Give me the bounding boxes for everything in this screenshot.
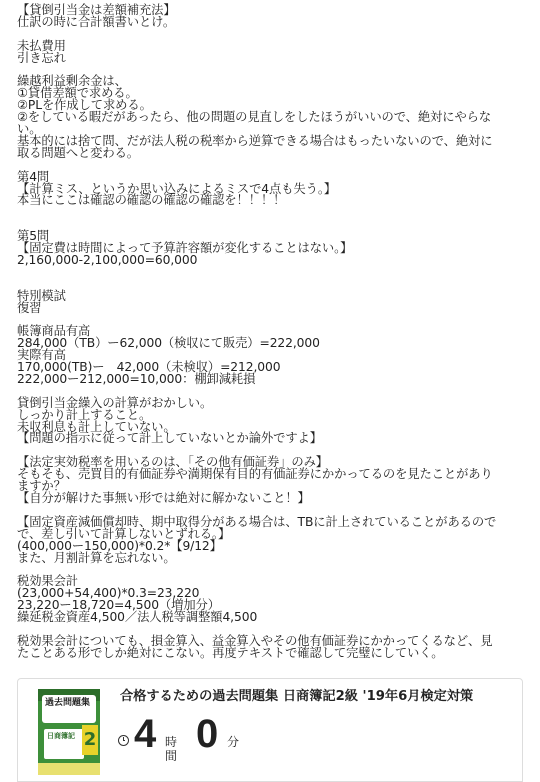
note-line: 【固定資産減価償却時、期中取得分がある場合は、TBに計上されていることがあるので bbox=[17, 514, 497, 529]
study-minutes-unit: 分 bbox=[227, 735, 240, 749]
note-line: 繰越利益剰余金は、 bbox=[17, 74, 127, 89]
blank-line bbox=[17, 29, 523, 41]
note-line: 税効果会計 bbox=[17, 574, 78, 589]
note-line: 未払費用 bbox=[17, 38, 66, 53]
study-minutes-value: 0 bbox=[196, 712, 219, 756]
note-line: たことある形でしか絶対にこない。再度テキストで確認して完璧にしていく。 bbox=[17, 645, 444, 660]
cover-bottom-strip bbox=[38, 763, 100, 775]
book-cover-image[interactable] bbox=[38, 689, 100, 775]
note-line: 引き忘れ bbox=[17, 50, 66, 65]
note-line: 【貸倒引当金は差額補充法】 bbox=[17, 3, 176, 17]
blank-line bbox=[17, 219, 523, 231]
note-line: 繰延税金資産4,500／法人税等調整額4,500 bbox=[17, 610, 258, 625]
cover-grade-number: 2 bbox=[82, 725, 98, 755]
book-title[interactable]: 合格するための過去問題集 日商簿記2級 '19年6月検定対策 bbox=[120, 689, 474, 704]
study-note bbox=[17, 5, 523, 660]
note-line: 2,160,000-2,100,000=60,000 bbox=[17, 252, 198, 267]
note-line: (23,000+54,400)*0.3=23,220 bbox=[17, 586, 200, 601]
note-line: しっかり計上すること。 bbox=[17, 407, 152, 422]
note-line: 第4問 bbox=[17, 169, 50, 184]
study-hours-value: 4 bbox=[134, 712, 157, 756]
cover-subtitle-box bbox=[44, 729, 84, 759]
note-line: 23,220ー18,720=4,500（増加分） bbox=[17, 598, 220, 613]
note-line: 税効果会計についても、損金算入、益金算入やその他有価証券にかかってくるなど、見 bbox=[17, 633, 493, 648]
note-line: 第5問 bbox=[17, 229, 50, 244]
note-line: そもそも、売買目的有価証券や満期保有目的有価証券にかかってるのを見たことがあり bbox=[17, 467, 493, 482]
blank-line bbox=[17, 279, 523, 291]
note-line: 【固定費は時間によって予算許容額が変化することはない。】 bbox=[17, 241, 353, 256]
note-line: 貸倒引当金繰入の計算がおかしい。 bbox=[17, 395, 213, 410]
note-line: 復習 bbox=[17, 300, 42, 315]
note-line: 170,000(TB)ー 42,000（未検収）=212,000 bbox=[17, 360, 281, 375]
blank-line bbox=[17, 160, 523, 172]
note-line: 仕訳の時に合計額書いとけ。 bbox=[17, 14, 176, 29]
note-line: 284,000（TB）ー62,000（検収にて販売）=222,000 bbox=[17, 336, 320, 351]
note-line: ②PLを作成して求める。 bbox=[17, 98, 152, 113]
note-line: ②をしている暇だがあったら、他の問題の見直しをしたほうがいいので、絶対にやらな bbox=[17, 110, 492, 125]
cover-title-text: 過去問題集 bbox=[45, 698, 91, 708]
study-hours-unit: 時間 bbox=[165, 735, 178, 763]
note-line: 【法定実効税率を用いるのは、「その他有価証券」のみ】 bbox=[17, 455, 328, 470]
note-line: 【計算ミス、というか思い込みによるミスで4点も失う。】 bbox=[17, 181, 337, 196]
blank-line bbox=[17, 314, 523, 326]
note-line: 【問題の指示に従って計上していないとか論外ですよ】 bbox=[17, 431, 322, 446]
note-line: ①貸借差額で求める。 bbox=[17, 86, 138, 101]
note-line: 本当にここは確認の確認の確認の確認を！！！！ bbox=[17, 193, 286, 208]
note-line: 取る問題へと変わる。 bbox=[17, 145, 139, 160]
cover-subtitle-text: 日商簿記 bbox=[47, 732, 75, 740]
blank-line bbox=[17, 267, 523, 279]
note-line: で、差し引いて計算しないとずれる。】 bbox=[17, 526, 231, 541]
note-line: (400,000ー150,000)*0.2*【9/12】 bbox=[17, 538, 222, 553]
note-line: 特別模試 bbox=[17, 288, 66, 303]
note-line: い。 bbox=[17, 122, 42, 137]
note-line: 222,000ー212,000=10,000：棚卸減耗損 bbox=[17, 371, 256, 386]
blank-line bbox=[17, 207, 523, 219]
note-line: 基本的には捨て問、だが法人税の税率から逆算できる場合はもったいないので、絶対に bbox=[17, 133, 493, 148]
note-line: ますか？ bbox=[17, 479, 66, 494]
note-line: また、月割計算を忘れない。 bbox=[17, 550, 176, 565]
note-line: 帳簿商品有高 bbox=[17, 324, 91, 339]
clock-icon bbox=[118, 735, 129, 746]
study-record-card[interactable] bbox=[17, 678, 523, 782]
note-line: 【自分が解けた事無い形では絶対に解かないこと！】 bbox=[17, 491, 310, 505]
note-line: 実際有高 bbox=[17, 348, 66, 363]
note-line: 未収利息も計上していない。 bbox=[17, 419, 176, 434]
blank-line bbox=[17, 564, 523, 576]
